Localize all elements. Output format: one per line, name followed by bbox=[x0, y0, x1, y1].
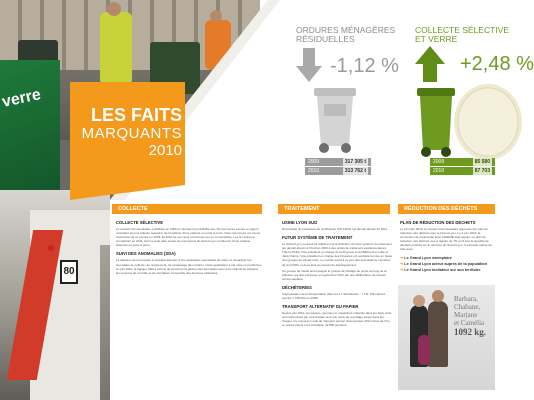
collecte-sel-label bbox=[415, 26, 509, 44]
traitement-text-3: Ce groupe de travail accompagne le groupe de pilotage du projet au long de la réflexion qui doit s'achever en septembre 2011 par une délibération du conseil communautaire. bbox=[282, 268, 387, 281]
collecte-sel-value-2010: 87 703 bbox=[474, 168, 490, 174]
traitement-heading-3: DÉCHÈTERIES bbox=[282, 284, 312, 290]
collecte-sel-value-2009: 85 580 bbox=[474, 159, 490, 165]
reduction-bullets bbox=[400, 255, 492, 273]
speed-sign-80: 80 bbox=[60, 260, 78, 284]
traitement-text-1: Reconduite du processus de certification ISO 14001 qui devrait aboutir fin 2011. bbox=[282, 227, 389, 231]
reduction-bullet-2 bbox=[400, 261, 492, 267]
reduction-heading-1: PLAN DE RÉDUCTION DES DÉCHETS bbox=[400, 220, 476, 225]
ordures-year-2010: 2010 bbox=[308, 168, 320, 174]
reduction-text-1: Le 22 mars 2010, le conseil communautaire approuve son plan de réduction des déchets pour le Grand Lyon. Le 4 juin 2010, la convention de partenariat avec l'ADEME était signée. Le plan de réduction des déchets vise à réduire de 7% en 5 ans la quantité de déchets produits sur le territoire du Grand Lyon. Il s'articule autour de trois axes : bbox=[400, 227, 492, 252]
photo-caption bbox=[454, 295, 494, 338]
caption-value: 1092 kg. bbox=[454, 327, 487, 337]
collecte-heading-2: SUIVI DES ANOMALIES (SDA) bbox=[116, 251, 176, 257]
ordures-label bbox=[296, 26, 395, 44]
reduction-bullet-3-text: Le Grand Lyon incitateur sur son territoire bbox=[404, 267, 481, 272]
glass-bin-icon bbox=[452, 82, 495, 164]
collecte-text-2: La direction de la propreté a souhaité disposer d'une application permettant de tracer et d'analyser les anomalies de collecte, de nettoiement, de ramassage des ordures. Cette application a été mise en production en juin 2010, la logique SDA a permis de structurer la gestion des anomalies avec pour objectif de préparer les mesures de contrôle et de centraliser l'ensemble des données collectées. bbox=[116, 258, 262, 275]
green-bin-icon bbox=[416, 84, 456, 158]
reduction-bullet-2-text: Le Grand Lyon acteur auprès de la population bbox=[404, 261, 488, 266]
person-adult-2 bbox=[428, 301, 448, 367]
caption-line-1: Barbara, bbox=[454, 295, 478, 303]
down-arrow-icon bbox=[296, 48, 322, 82]
collecte-heading-1: COLLECTE SÉLECTIVE bbox=[116, 220, 163, 225]
section-traitement bbox=[282, 216, 392, 328]
title-block bbox=[70, 106, 182, 159]
ordures-table bbox=[305, 158, 371, 175]
traitement-heading-1: USINE LYON SUD bbox=[282, 220, 318, 225]
section-band-reduction: RÉDUCTION DES DÉCHETS bbox=[398, 204, 495, 214]
caption-line-4: et Camélia bbox=[454, 319, 485, 327]
title-line-1: LES FAITS bbox=[90, 105, 182, 125]
bullet-arrow-icon: ➔ bbox=[400, 255, 405, 260]
section-collecte bbox=[116, 216, 262, 275]
up-arrow-icon bbox=[415, 46, 445, 82]
traitement-heading-4: TRANSPORT ALTERNATIF DU PAPIER bbox=[282, 304, 359, 310]
person-adult-2-head bbox=[432, 290, 444, 302]
ordures-change: -1,12 % bbox=[330, 55, 399, 77]
title-line-2: MARQUANTS bbox=[81, 125, 182, 142]
section-reduction bbox=[400, 216, 492, 273]
ordures-row-2010 bbox=[305, 167, 371, 175]
traitement-text-2: Le Grand Lyon poursuit sa réflexion sur la définition du futur système de traitement qui devrait aboutir à l'horizon 2020 à des unités de traitement supplémentaires. Thierry Philip, Vice-président en charge de la Propreté et du Bâtiment en ville et Jacky Darne, Vice-président en charge des Finances ont souhaité la mise en place d'un groupe de travail mixte. Le comité réunit à ce jour des associations membres de la CCSPL et deux élus au conseil de développement. bbox=[282, 242, 393, 267]
ordures-label-2: RÉSIDUELLES bbox=[296, 34, 355, 44]
ordures-label-1: ORDURES MÉNAGÈRES bbox=[296, 25, 396, 35]
caption-line-3: Marjane bbox=[454, 311, 478, 319]
bullet-arrow-icon: ➔ bbox=[400, 267, 405, 272]
person-child bbox=[418, 335, 430, 365]
verre-text: verre bbox=[0, 86, 43, 111]
collecte-sel-table bbox=[430, 158, 495, 175]
collecte-sel-year-2009: 2009 bbox=[433, 159, 445, 165]
ordures-year-2009: 2009 bbox=[308, 159, 320, 165]
traitement-heading-2: FUTUR SYSTÈME DE TRAITEMENT bbox=[282, 235, 353, 241]
caption-line-2: Chabane, bbox=[454, 303, 481, 311]
reduction-bullet-1-text: Le Grand Lyon exemplaire bbox=[404, 255, 452, 260]
collecte-sel-year-2010: 2010 bbox=[433, 168, 445, 174]
collecte-sel-row-2010 bbox=[430, 167, 495, 175]
section-band-collecte: COLLECTE bbox=[112, 204, 262, 214]
collecte-sel-change: +2,48 % bbox=[460, 53, 534, 75]
grey-bin-icon bbox=[312, 84, 358, 154]
title-line-3: 2010 bbox=[148, 142, 182, 159]
person-adult-1-head bbox=[413, 295, 425, 307]
traitement-text-5: Depuis juin 2010, les papiers, journaux et magazines collectés dans les bacs verts sont acheminés par voie fluviale vers une usine de recyclage située dans les Vosges. Ce nouveau mode de transport permet d'économiser 300 tonnes de CO₂ en année pleine et la circulation de 800 camions. bbox=[282, 311, 392, 328]
collecte-sel-label-2: ET VERRE bbox=[415, 34, 458, 44]
bullet-arrow-icon: ➔ bbox=[400, 261, 405, 266]
photo-family bbox=[398, 285, 495, 390]
collecte-sel-row-2009 bbox=[430, 158, 495, 166]
reduction-bullet-3 bbox=[400, 267, 492, 273]
collecte-sel-label-1: COLLECTE SÉLECTIVE bbox=[415, 25, 510, 35]
collecte-text-1: Le conseil communautaire a délibéré en 2009 en donnant la possibilité aux 16 communes encore en apport volontaire pour la collecte sélective, de bénéficier d'une collecte en porte à porte. Trois communes ont connu l'extension de ce service en 2009, Et 2010 ce sont sept communes qui en ont bénéficié. Les six autres le connaîtront en 2011. Ainsi à cette date toutes les communes du Grand Lyon profiteront d'une collecte sélective en porte à porte. bbox=[116, 227, 261, 248]
ordures-value-2009: 317 305 t bbox=[344, 159, 366, 165]
ordures-value-2010: 313 762 t bbox=[344, 168, 366, 174]
section-band-traitement: TRAITEMENT bbox=[278, 204, 390, 214]
ordures-row-2009 bbox=[305, 158, 371, 166]
traitement-text-4: Augmentation de la fréquentation dans les 17 déchèteries : 1 711 726 entrées (contre 1 708 094 en 2009). bbox=[282, 291, 386, 301]
